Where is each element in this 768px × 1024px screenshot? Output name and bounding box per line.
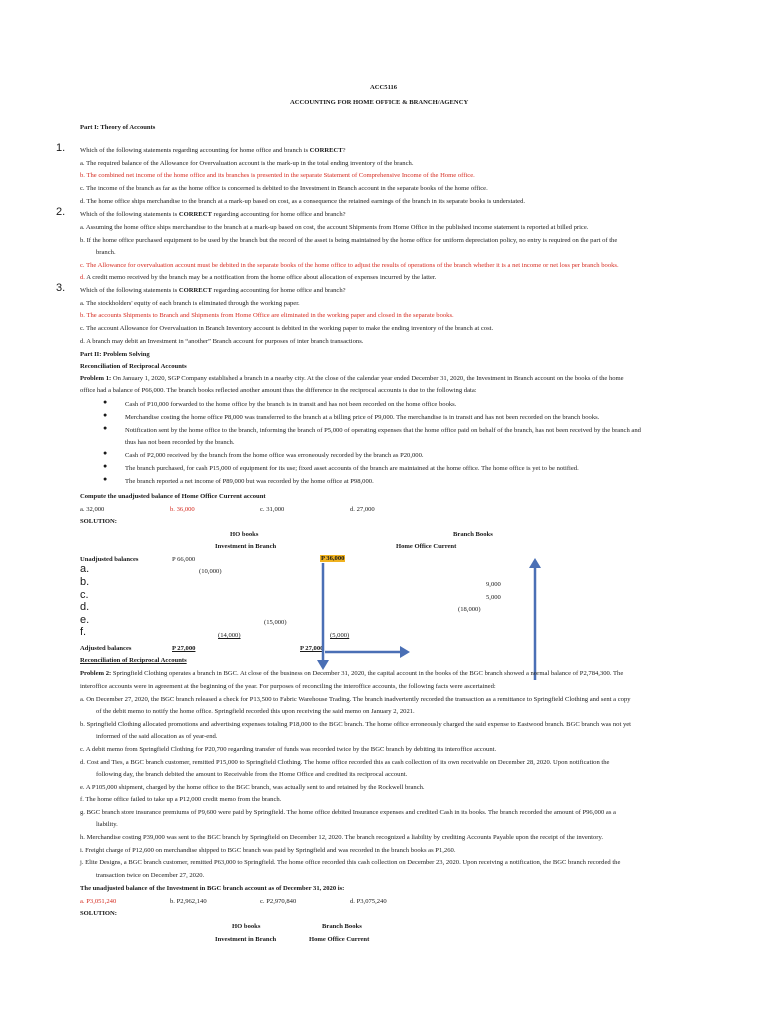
- p2-choice-c: c. P2,970,840: [260, 898, 297, 905]
- item-b-branch-value: 9,000: [486, 581, 501, 588]
- down-arrowhead-icon: [317, 660, 329, 670]
- p2-item-g-cont: liability.: [96, 821, 118, 828]
- up-arrowhead-icon: [529, 558, 541, 568]
- q2-number: 2.: [56, 206, 66, 218]
- p2-item-j: j. Elite Designs, a BGC branch customer, remitted P63,000 to Springfield. The home office recorded this cash collection on December 23, 2020. Upon receiving a notification, the BGC branch recorded the: [80, 859, 621, 866]
- item-a-ho-value: (10,000): [199, 568, 222, 575]
- q1-choice-a: a. The required balance of the Allowance for Overvaluation account is the mark-up in the total ending inventory of the branch.: [80, 160, 414, 167]
- p1-choice-b-answer: b. 36,000: [170, 506, 195, 513]
- p1-choice-d: d. 27,000: [350, 506, 375, 513]
- p2-inv-branch-heading: Investment in Branch: [215, 936, 277, 943]
- bullet-icon: ●: [103, 424, 108, 432]
- p2-branch-books-heading: Branch Books: [322, 923, 362, 930]
- p1-choice-a: a. 32,000: [80, 506, 105, 513]
- p2-item-j-cont: transaction twice on December 27, 2020.: [96, 872, 205, 879]
- right-arrowhead-icon: [400, 646, 410, 658]
- p1-bullet-4: Cash of P2,000 received by the branch from the home office was erroneously recorded by the branch as P20,000.: [125, 452, 424, 459]
- item-b-label: b.: [80, 576, 90, 588]
- p2-ho-books-heading: HO books: [232, 923, 261, 930]
- ho-unadjusted-value: P 66,000: [172, 556, 196, 563]
- p1-bullet-3: Notification sent by the home office to the branch, informing the branch of P5,000 of operating expenses that the home office paid on behalf of the branch, has not been received by the branch and: [125, 427, 641, 434]
- branch-unadjusted-value: P 36,000: [321, 555, 345, 562]
- item-d-label: d.: [80, 601, 90, 613]
- q1-choice-d: d. The home office ships merchandise to the branch at a mark-up based on cost, as a consequence the retained earnings of the branch in its separate books is understated.: [80, 198, 526, 205]
- item-f-label: f.: [80, 626, 87, 638]
- branch-books-heading: Branch Books: [453, 531, 493, 538]
- q2-choice-d: d. A credit memo received by the branch may be a notification from the home office about allocation of expenses incurred by the latter.: [80, 274, 437, 281]
- bullet-icon: ●: [103, 398, 108, 406]
- p2-item-a: a. On December 27, 2020, the BGC branch released a check for P13,500 to Fabric Warehouse Trading. The branch inadvertently recorded the transaction as a remittance to Springfield Clothing and sent a copy: [80, 696, 631, 703]
- ho-adjusted-value: P 27,000: [172, 645, 196, 652]
- q3-choice-d: d. A branch may debit an Investment in “another” Branch account for purposes of inter branch transactions.: [80, 338, 364, 345]
- bullet-icon: ●: [103, 449, 108, 457]
- adjusted-label: Adjusted balances: [80, 645, 132, 652]
- p1-bullet-5: The branch purchased, for cash P15,000 of equipment for its use; fixed asset accounts of the branch are maintained at the home office. The home office is yet to be notified.: [125, 465, 579, 472]
- p2-item-c: c. A debit memo from Springfield Clothing for P20,700 regarding transfer of funds was recorded twice by the BGC branch by debiting its interoffice account.: [80, 746, 497, 753]
- item-f-ho-value: (14,000): [218, 632, 241, 639]
- q2-stem: Which of the following statements is CORRECT regarding accounting for home office and branch?: [80, 211, 346, 218]
- branch-adjusted-value: P 27,000: [300, 645, 324, 652]
- problem2-text: Problem 2: Springfield Clothing operates a branch in BGC. At close of the business on December 31, 2020, the capital account in the books of the BGC branch showed a normal balance of P2,784,300. The: [80, 670, 624, 677]
- recon-title-2: Reconciliation of Reciprocal Accounts: [80, 657, 187, 664]
- hoc-heading: Home Office Current: [396, 543, 457, 550]
- q1-number: 1.: [56, 142, 66, 154]
- p1-bullet-2: Merchandise costing the home office P8,000 was transferred to the branch at a billing price of P9,000. The merchandise is in transit and has not been recorded on the branch books.: [125, 414, 600, 421]
- ho-books-heading: HO books: [230, 531, 259, 538]
- p1-bullet-6: The branch reported a net income of P89,000 but was recorded by the home office at P98,000.: [125, 478, 374, 485]
- q3-choice-b-answer: b. The accounts Shipments to Branch and Shipments from Home Office are eliminated in the working paper and closed in the separate books.: [80, 312, 454, 319]
- q1-stem: Which of the following statements regarding accounting for home office and branch is CORRECT?: [80, 147, 346, 154]
- q1-choice-c: c. The income of the branch as far as the home office is concerned is debited to the Investment in Branch account in the separate books of the home office.: [80, 185, 488, 192]
- p2-item-h: h. Merchandise costing P39,000 was sent to the BGC branch by Springfield on December 12, 2020. The branch recognized a liability by crediting Accounts Payable upon the receipt of the inventory.: [80, 834, 603, 841]
- q3-choice-a: a. The stockholders' equity of each branch is eliminated through the working paper.: [80, 300, 300, 307]
- p2-hoc-heading: Home Office Current: [309, 936, 370, 943]
- item-e-label: e.: [80, 614, 90, 626]
- q2-choice-a: a. Assuming the home office ships merchandise to the branch at a mark-up based on cost, the account Shipments from Home Office in the published income statement is reported at billed price.: [80, 224, 589, 231]
- p2-item-i: i. Freight charge of P12,600 on merchandise shipped to BGC branch was paid by Springfield and was recorded in the branch books as P1,260.: [80, 847, 456, 854]
- p2-item-f: f. The home office failed to take up a P12,000 credit memo from the branch.: [80, 796, 282, 803]
- document-title: ACCOUNTING FOR HOME OFFICE & BRANCH/AGENCY: [290, 99, 469, 106]
- problem2-text-cont: interoffice accounts were in agreement at the beginning of the year. For purposes of reconciling the interoffice accounts, the following facts were ascertained:: [80, 683, 496, 690]
- p2-item-b-cont: informed of the said allocation as of year-end.: [96, 733, 218, 740]
- recon-title-1: Reconciliation of Reciprocal Accounts: [80, 363, 187, 370]
- p1-bullet-3-cont: thus has not been recorded by the branch.: [125, 439, 235, 446]
- part1-title: Part I: Theory of Accounts: [80, 124, 156, 131]
- q3-stem: Which of the following statements is CORRECT regarding accounting for home office and branch?: [80, 287, 346, 294]
- p2-item-b: b. Springfield Clothing allocated promotions and advertising expenses totaling P18,000 to the BGC branch. The home office erroneously charged the said expense to Eastwood branch. BGC branch was not yet: [80, 721, 632, 728]
- p2-solution-label: SOLUTION:: [80, 910, 118, 917]
- problem1-text-cont: office had a balance of P66,000. The branch books reflected another amount thus the difference in the reciprocal accounts is due to the following data:: [80, 387, 477, 394]
- item-c-label: c.: [80, 589, 89, 601]
- p2-item-g: g. BGC branch store insurance premiums of P9,600 were paid by Springfield. The home office debited Insurance expenses and credited Cash in its books. The branch recorded the amount of P96,000 as a: [80, 809, 616, 816]
- p2-question: The unadjusted balance of the Investment in BGC branch account as of December 31, 2020 is:: [80, 885, 345, 892]
- p2-choice-b: b. P2,962,140: [170, 898, 207, 905]
- bullet-icon: ●: [103, 475, 108, 483]
- inv-branch-heading: Investment in Branch: [215, 543, 277, 550]
- course-code: ACC5116: [370, 84, 398, 91]
- part2-title: Part II: Problem Solving: [80, 351, 150, 358]
- item-a-label: a.: [80, 563, 90, 575]
- p2-item-a-cont: of the debit memo to notify the home office. Springfield recorded this upon receiving the said memo on January 2, 2021.: [96, 708, 415, 715]
- item-f-branch-value: (5,000): [330, 632, 350, 639]
- q2-choice-c-answer: c. The Allowance for overvaluation account must be debited in the separate books of the home office to adjust the results of operations of the branch whether it is a net income or net loss per branch books.: [80, 262, 619, 269]
- unadjusted-label: Unadjusted balances: [80, 556, 139, 563]
- p2-choice-a-answer: a. P3,051,240: [80, 898, 117, 905]
- bullet-icon: ●: [103, 462, 108, 470]
- p2-choice-d: d. P3,075,240: [350, 898, 387, 905]
- p2-item-d-cont: following day, the branch debited the amount to Receivable from the Home Office and credited its reciprocal account.: [96, 771, 408, 778]
- item-e-ho-value: (15,000): [264, 619, 287, 626]
- problem1-text: Problem 1: On January 1, 2020, SGP Company established a branch in a nearby city. At the close of the calendar year ended December 31, 2020, the Investment in Branch account on the books of the home: [80, 375, 624, 382]
- p1-compute-question: Compute the unadjusted balance of Home Office Current account: [80, 493, 266, 500]
- q3-choice-c: c. The account Allowance for Overvaluation in Branch Inventory account is debited in the working paper to make the ending inventory of the branch at cost.: [80, 325, 494, 332]
- item-c-branch-value: 5,000: [486, 594, 501, 601]
- p1-bullet-1: Cash of P10,000 forwarded to the home office by the branch is in transit and has not been recorded on the home office books.: [125, 401, 457, 408]
- q2-choice-b-cont: branch.: [96, 249, 116, 256]
- item-d-branch-value: (18,000): [458, 606, 481, 613]
- p2-item-d: d. Cost and Ties, a BGC branch customer, remitted P15,000 to Springfield Clothing. The home office recorded this as cash collection of its own receivable on December 28, 2020. Upon notification the: [80, 759, 610, 766]
- bullet-icon: ●: [103, 411, 108, 419]
- q3-number: 3.: [56, 282, 66, 294]
- p1-solution-label: SOLUTION:: [80, 518, 118, 525]
- p1-choice-c: c. 31,000: [260, 506, 285, 513]
- q2-choice-b: b. If the home office purchased equipment to be used by the branch but the record of the asset is being maintained by the home office for uniform depreciation policy, no entry is required on the part of the: [80, 237, 618, 244]
- q1-choice-b-answer: b. The combined net income of the home office and its branches is presented in the separate Statement of Comprehensive Income of the Home office.: [80, 172, 475, 179]
- p2-item-e: e. A P105,000 shipment, charged by the home office to the BGC branch, was actually sent to and retained by the Rockwell branch.: [80, 784, 425, 791]
